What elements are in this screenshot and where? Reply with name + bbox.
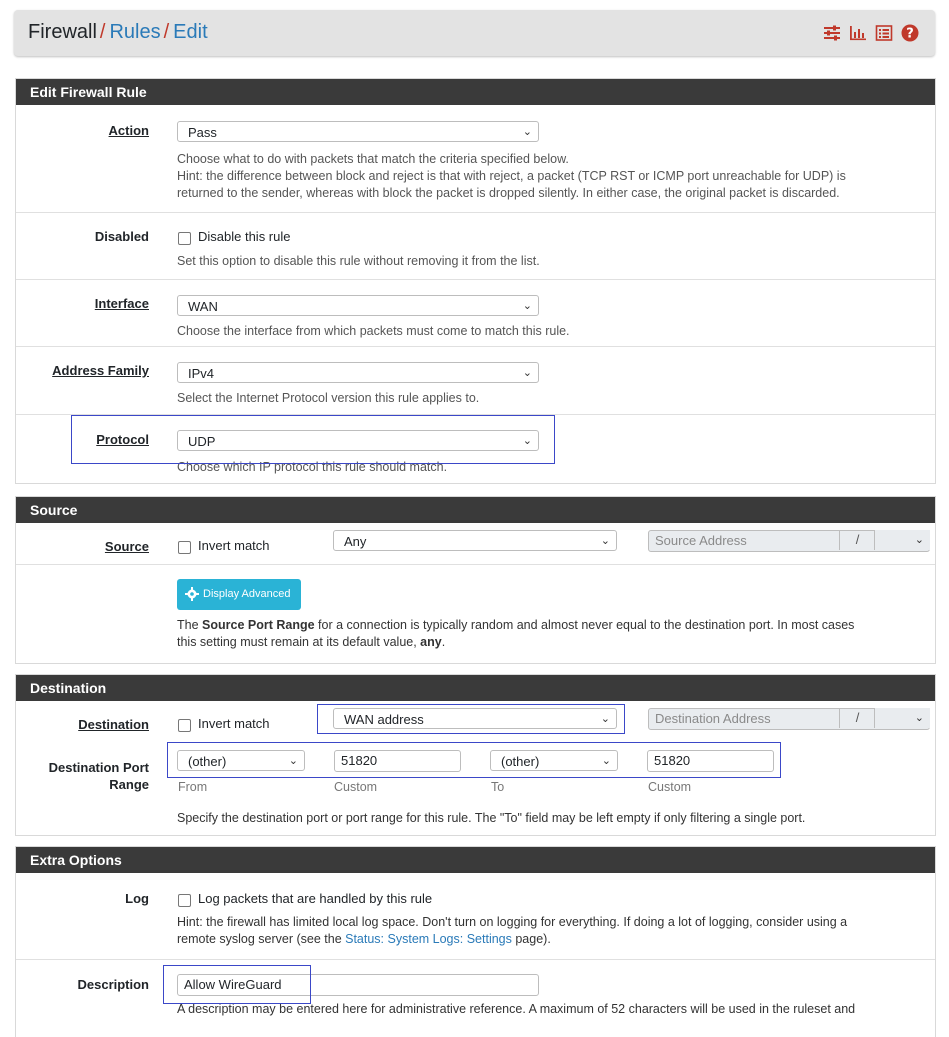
destination-port-label-line2: Range xyxy=(109,777,149,792)
interface-row xyxy=(16,280,935,347)
source-help-bold: any xyxy=(420,635,442,649)
source-address-placeholder: Source Address xyxy=(655,533,747,548)
breadcrumb-edit-link[interactable]: Edit xyxy=(173,21,208,43)
log-label: Log xyxy=(125,891,149,906)
protocol-label: Protocol xyxy=(96,432,149,447)
log-checkbox[interactable] xyxy=(178,894,191,907)
protocol-highlight-box xyxy=(71,415,555,464)
panel-header: Edit Firewall Rule xyxy=(16,79,935,105)
chevron-down-icon: ⌄ xyxy=(522,300,532,312)
interface-help: Choose the interface from which packets must come to match this rule. xyxy=(177,324,570,338)
destination-port-label xyxy=(49,759,149,793)
protocol-value: UDP xyxy=(188,434,216,449)
action-help-line: Hint: the difference between block and reject is that with reject, a packet (TCP RST or ICMP port unreachable for UDP) is xyxy=(177,169,846,183)
breadcrumb xyxy=(28,21,208,44)
source-address-input[interactable] xyxy=(648,530,930,552)
disabled-row xyxy=(16,213,935,280)
chevron-down-icon: ⌄ xyxy=(288,755,298,767)
disabled-label: Disabled xyxy=(94,229,149,244)
destination-mask-select[interactable] xyxy=(874,708,930,728)
source-type-select[interactable] xyxy=(333,530,617,551)
source-label: Source xyxy=(104,539,149,554)
panel-header: Destination xyxy=(16,675,935,701)
chevron-down-icon: ⌄ xyxy=(600,713,610,725)
source-help xyxy=(177,617,927,651)
destination-address-placeholder: Destination Address xyxy=(655,711,771,726)
source-mask-slash: / xyxy=(839,530,875,550)
destination-port-help: Specify the destination port or port range for this rule. The "To" field may be left empty if only filtering a single port. xyxy=(177,811,806,825)
panel-header: Extra Options xyxy=(16,847,935,873)
port-to-sublabel: To xyxy=(491,780,505,794)
panel-header: Source xyxy=(16,497,935,523)
description-value: Allow WireGuard xyxy=(184,977,282,992)
destination-label: Destination xyxy=(78,717,149,732)
action-label: Action xyxy=(108,123,149,138)
chevron-down-icon: ⌄ xyxy=(601,755,611,767)
chevron-down-icon: ⌄ xyxy=(522,435,532,447)
breadcrumb-separator: / xyxy=(99,21,106,43)
source-help-text: this setting must remain at its default value, xyxy=(177,635,421,649)
port-to-custom-sublabel: Custom xyxy=(648,780,692,794)
chevron-down-icon: ⌄ xyxy=(914,534,924,546)
destination-invert-checkbox[interactable] xyxy=(178,719,191,732)
breadcrumb-firewall: Firewall xyxy=(28,21,97,43)
disabled-help: Set this option to disable this rule without removing it from the list. xyxy=(177,254,540,268)
protocol-help: Choose which IP protocol this rule should match. xyxy=(177,460,448,474)
source-invert-checkbox[interactable] xyxy=(178,541,191,554)
interface-select[interactable] xyxy=(177,295,539,316)
breadcrumb-icons xyxy=(823,24,919,42)
action-select[interactable] xyxy=(177,121,539,142)
breadcrumb-separator: / xyxy=(163,21,170,43)
port-range-highlight-box xyxy=(167,742,781,778)
destination-type-highlight-box xyxy=(317,704,625,734)
log-help-text: page). xyxy=(511,932,551,946)
extra-options-panel xyxy=(15,846,936,1037)
action-help-line: Choose what to do with packets that match the criteria specified below. xyxy=(177,152,569,166)
destination-type-value: WAN address xyxy=(344,712,424,727)
chevron-down-icon: ⌄ xyxy=(600,535,610,547)
action-help-line: returned to the sender, whereas with block the packet is dropped silently. In either case, the original packet is discarded. xyxy=(177,186,840,200)
log-help-line1: Hint: the firewall has limited local log space. Don't turn on logging for everything. If doing a lot of logging, consider using a xyxy=(177,915,848,929)
action-help xyxy=(177,151,846,202)
description-row xyxy=(16,960,935,1037)
log-help-text: remote syslog server (see the xyxy=(177,932,346,946)
description-highlight-box xyxy=(163,965,311,1004)
source-type-value: Any xyxy=(344,534,367,549)
gear-icon xyxy=(185,587,199,601)
display-advanced-button[interactable] xyxy=(177,579,301,610)
address-family-select[interactable] xyxy=(177,362,539,383)
source-help-bold: Source Port Range xyxy=(202,618,315,632)
svg-text:?: ? xyxy=(906,26,914,42)
interface-value: WAN xyxy=(188,299,218,314)
destination-port-label-line1: Destination Port xyxy=(48,760,149,775)
action-row xyxy=(16,106,935,213)
log-help xyxy=(177,914,847,948)
source-advanced-row xyxy=(16,565,935,662)
source-help-line1 xyxy=(177,617,927,634)
port-from-sublabel: From xyxy=(178,780,208,794)
destination-address-input[interactable] xyxy=(648,708,930,730)
description-help: A description may be entered here for administrative reference. A maximum of 52 characters will be used in the ruleset and xyxy=(177,1002,856,1016)
address-family-label: Address Family xyxy=(52,363,149,378)
chevron-down-icon: ⌄ xyxy=(914,712,924,724)
port-to-custom-value: 51820 xyxy=(654,753,691,768)
chevron-down-icon: ⌄ xyxy=(522,126,532,138)
sliders-icon[interactable] xyxy=(823,24,841,42)
disable-rule-checkbox-label: Disable this rule xyxy=(198,229,291,244)
list-icon[interactable] xyxy=(875,24,893,42)
breadcrumb-bar xyxy=(14,10,935,56)
source-mask-select[interactable] xyxy=(874,530,930,550)
destination-invert-label: Invert match xyxy=(198,716,270,731)
log-checkbox-label: Log packets that are handled by this rule xyxy=(198,891,433,906)
port-to-select-value: (other) xyxy=(501,754,540,769)
port-from-select-value: (other) xyxy=(188,754,227,769)
source-row xyxy=(16,524,935,565)
address-family-value: IPv4 xyxy=(188,366,215,381)
port-from-custom-sublabel: Custom xyxy=(334,780,378,794)
display-advanced-label: Display Advanced xyxy=(203,588,291,600)
bar-chart-icon[interactable] xyxy=(849,24,867,42)
disable-rule-checkbox[interactable] xyxy=(178,232,191,245)
source-panel xyxy=(15,496,936,664)
description-label: Description xyxy=(77,977,149,992)
source-help-text: for a connection is typically random and almost never equal to the destination port. In most cases xyxy=(314,618,855,632)
address-family-row xyxy=(16,347,935,415)
help-icon[interactable] xyxy=(901,24,919,42)
log-help-line2 xyxy=(177,931,847,948)
breadcrumb-rules-link[interactable]: Rules xyxy=(109,21,161,43)
source-invert-label: Invert match xyxy=(198,538,270,553)
source-help-line2 xyxy=(177,634,927,651)
source-help-text: The xyxy=(177,618,203,632)
action-value: Pass xyxy=(188,125,217,140)
log-row xyxy=(16,874,935,960)
system-logs-settings-link[interactable]: Status: System Logs: Settings xyxy=(345,932,512,946)
chevron-down-icon: ⌄ xyxy=(522,367,532,379)
destination-mask-slash: / xyxy=(839,708,875,728)
interface-label: Interface xyxy=(94,296,149,311)
port-from-custom-value: 51820 xyxy=(341,753,378,768)
address-family-help: Select the Internet Protocol version this rule applies to. xyxy=(177,391,480,405)
source-help-text: . xyxy=(441,635,446,649)
